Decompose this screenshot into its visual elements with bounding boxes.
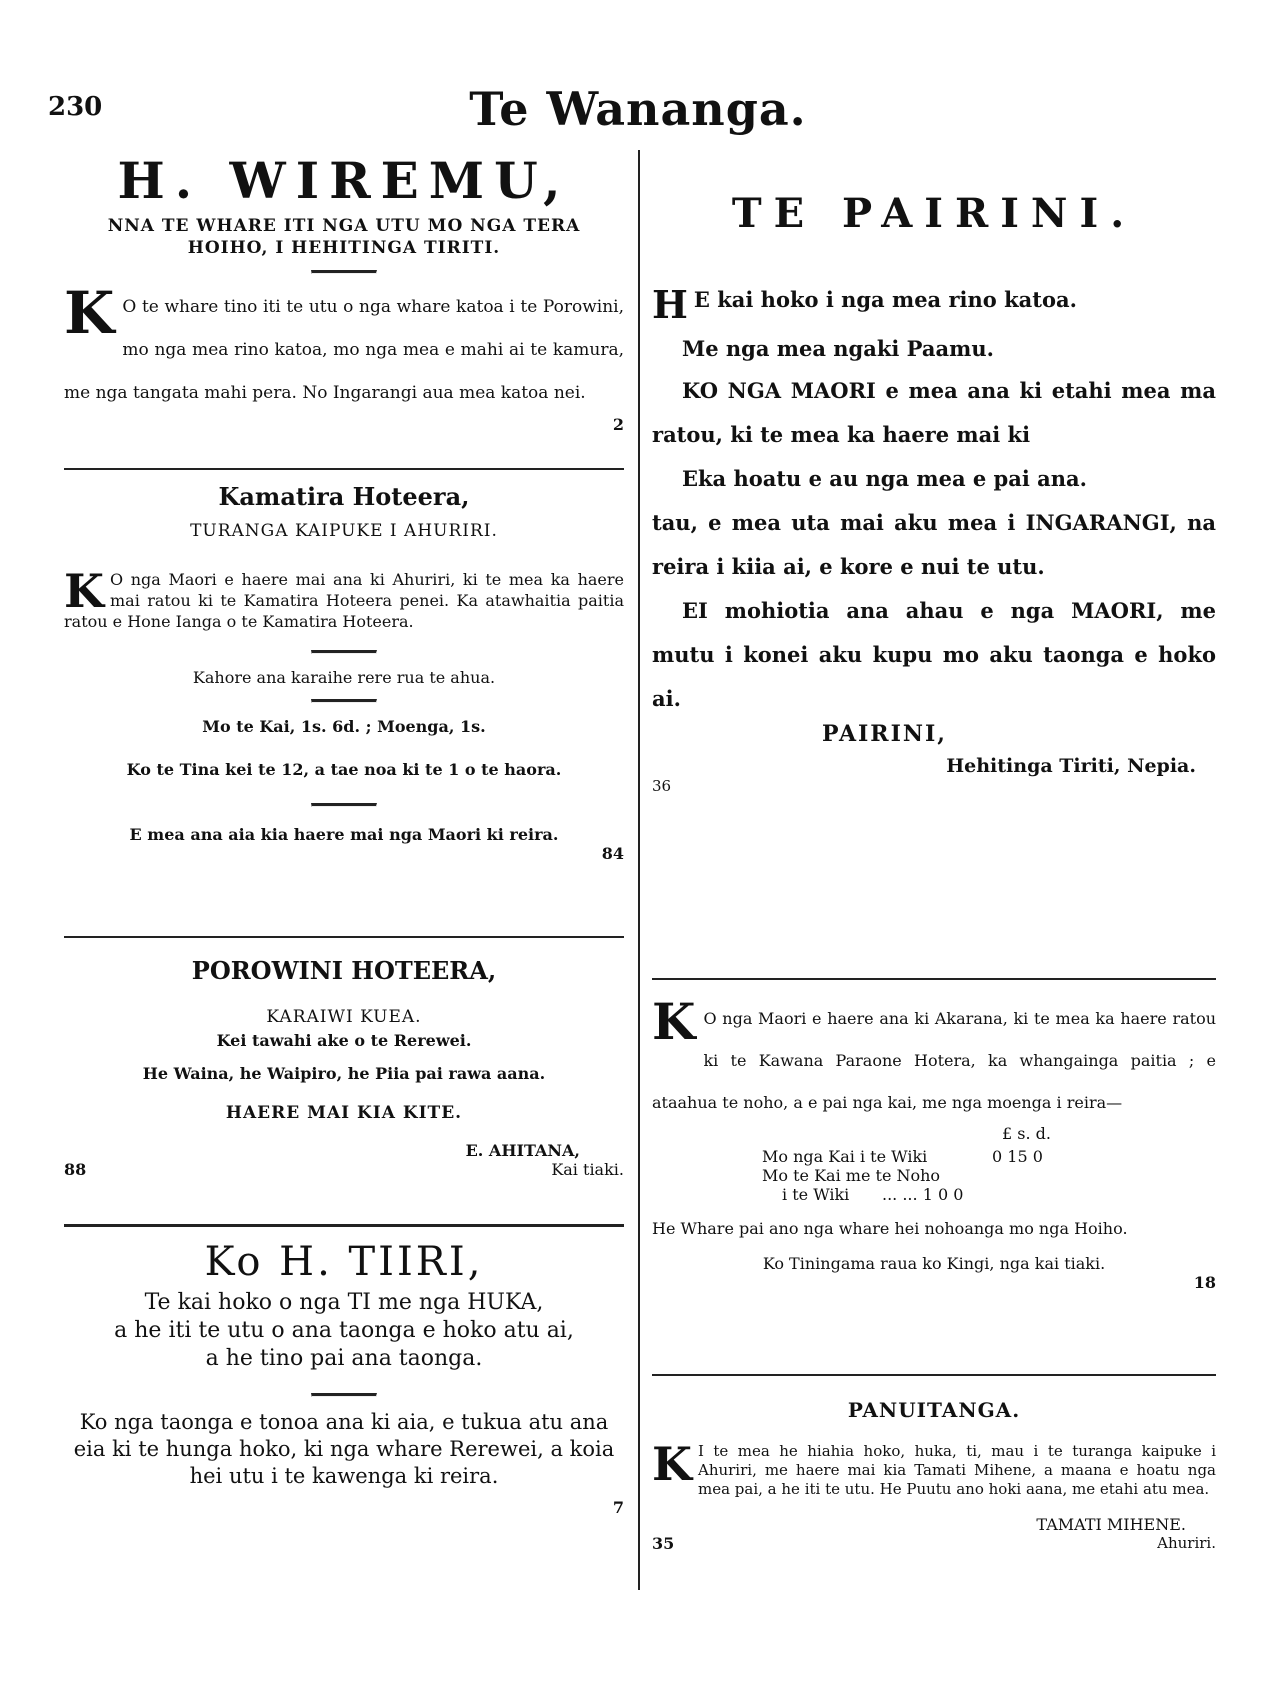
advert-heading: TE PAIRINI. <box>731 190 1137 237</box>
price-label: i te Wiki <box>782 1185 850 1204</box>
advert-line: He Waina, he Waipiro, he Piia pai rawa aana. <box>142 1064 546 1083</box>
price-header: £ s. d. <box>1002 1124 1051 1143</box>
advert-heading: H. WIREMU, <box>117 151 571 210</box>
advert-body <box>64 564 624 632</box>
price-label: Mo te Kai me te Noho <box>762 1166 941 1185</box>
advert-body <box>652 992 1216 1124</box>
advert-paraone-hotera <box>652 980 1216 1374</box>
page-header <box>48 82 1228 142</box>
drop-cap: K <box>652 1437 692 1491</box>
advert-signature-place: Ahuriri. <box>1157 1534 1216 1552</box>
advert-number: 84 <box>601 844 624 863</box>
advert-subheading: HOIHO, I HEHITINGA TIRITI. <box>187 238 501 258</box>
advert-body-text: O nga Maori e haere ana ki Akarana, ki te mea ka haere ratou ki te Kawana Paraone Hotera, ka whangainga paitia ; e ataahua te noho, a e pai nga kai, me nga moenga i reira— <box>652 1009 1216 1112</box>
advert-signature: TAMATI MIHENE. <box>1036 1515 1186 1534</box>
advert-line: Kei tawahi ake o te Rerewei. <box>216 1031 472 1050</box>
paper-title: Te Wananga. <box>469 82 807 136</box>
column-divider <box>638 150 640 1590</box>
advert-body: EI mohiotia ana ahau e nga MAORI, me mutu i konei aku kupu mo aku taonga e hoko ai. <box>652 598 1216 711</box>
short-divider <box>311 1393 377 1397</box>
advert-signature: PAIRINI, <box>822 721 947 747</box>
advert-heading: Kamatira Hoteera, <box>218 482 470 511</box>
advert-line: E mea ana aia kia haere mai nga Maori ki reira. <box>129 825 559 844</box>
drop-cap: H <box>652 282 688 327</box>
advert-number: 7 <box>612 1498 624 1517</box>
advert-signature-role: Kai tiaki. <box>551 1160 624 1179</box>
advert-line-text: E kai hoko i nga mea rino katoa. <box>693 287 1077 312</box>
advert-panuitanga <box>652 1376 1216 1556</box>
advert-line <box>652 282 1216 327</box>
price-row <box>652 1147 1216 1166</box>
price-value: ... ... 1 0 0 <box>882 1185 964 1204</box>
advert-line: a he iti te utu o ana taonga e hoko atu ai, <box>114 1318 574 1343</box>
advert-body <box>652 1437 1216 1499</box>
advert-body: Ko nga taonga e tonoa ana ki aia, e tukua atu ana eia ki te hunga hoko, ki nga whare Rerewei, a koia hei utu i te kawenga ki reira. <box>73 1410 615 1488</box>
advert-signature-place: Hehitinga Tiriti, Nepia. <box>946 755 1196 777</box>
advert-line: HAERE MAI KIA KITE. <box>225 1103 463 1123</box>
price-label: Mo nga Kai i te Wiki <box>762 1147 928 1166</box>
advert-heading: Ko H. TIIRI, <box>204 1239 484 1285</box>
advert-body-text: O te whare tino iti te utu o nga whare katoa i te Porowini, mo nga mea rino katoa, mo nga mea e mahi ai te kamura, me nga tangata mahi pera. No Ingarangi aua mea katoa nei. <box>64 297 624 403</box>
advert-signature: E. AHITANA, <box>465 1141 580 1160</box>
advert-body-text: I te mea he hiahia hoko, huka, ti, mau i te turanga kaipuke i Ahuriri, me haere mai kia Tamati Mihene, a maana e hoatu nga mea pai, a he iti te utu. He Puutu ano hoki aana, me etahi atu mea. <box>697 1442 1216 1498</box>
advert-heading: POROWINI HOTEERA, <box>191 956 497 985</box>
advert-line: a he tino pai ana taonga. <box>205 1346 483 1371</box>
advert-body-text: O nga Maori e haere mai ana ki Ahuriri, ki te mea ka haere mai ratou ki te Kamatira Hoteera penei. Ka atawhaitia paitia ratou e Hone Ianga o te Kamatira Hoteera. <box>64 570 624 631</box>
page-number: 230 <box>48 92 103 122</box>
short-divider <box>311 699 377 703</box>
drop-cap: K <box>64 564 104 618</box>
advert-line: Te kai hoko o nga TI me nga HUKA, <box>144 1290 544 1315</box>
advert-body: KO NGA MAORI e mea ana ki etahi mea ma ratou, ki te mea ka haere mai ki <box>652 378 1216 447</box>
advert-line: Me nga mea ngaki Paamu. <box>682 336 994 361</box>
advert-porowini <box>64 938 624 1224</box>
advert-subheading: NNA TE WHARE ITI NGA UTU MO NGA TERA <box>107 216 581 236</box>
advert-body: tau, e mea uta mai aku mea i INGARANGI, na reira i kiia ai, e kore e nui te utu. <box>652 510 1216 579</box>
short-divider <box>311 650 377 654</box>
advert-number: 2 <box>612 415 624 434</box>
advert-line: Ko Tiningama raua ko Kingi, nga kai tiaki. <box>762 1254 1106 1273</box>
advert-line: Kahore ana karaihe rere rua te ahua. <box>192 668 496 687</box>
advert-number: 36 <box>652 777 672 795</box>
advert-heading: PANUITANGA. <box>847 1398 1021 1422</box>
advert-tiiri <box>64 1227 624 1517</box>
advert-kamatira <box>64 470 624 936</box>
advert-wiremu <box>64 150 624 468</box>
advert-pairini <box>652 190 1216 978</box>
advert-number: 35 <box>652 1534 675 1553</box>
advert-number: 18 <box>1193 1273 1216 1292</box>
advert-subheading: KARAIWI KUEA. <box>266 1007 422 1027</box>
advert-line: Mo te Kai, 1s. 6d. ; Moenga, 1s. <box>202 717 486 736</box>
left-column <box>64 150 624 1517</box>
advert-line: He Whare pai ano nga whare hei nohoanga mo nga Hoiho. <box>652 1219 1128 1238</box>
advert-subheading: TURANGA KAIPUKE I AHURIRI. <box>190 521 498 541</box>
price-value: 0 15 0 <box>992 1147 1043 1166</box>
advert-number: 88 <box>64 1160 87 1179</box>
right-column <box>652 150 1216 1556</box>
advert-body: Eka hoatu e au nga mea e pai ana. <box>682 466 1087 491</box>
price-row <box>652 1185 1216 1204</box>
short-divider <box>311 270 377 274</box>
drop-cap: K <box>652 992 696 1051</box>
short-divider <box>311 803 377 807</box>
drop-cap: K <box>64 279 115 347</box>
advert-line: Ko te Tina kei te 12, a tae noa ki te 1 o te haora. <box>126 760 562 779</box>
advert-body <box>64 279 624 415</box>
